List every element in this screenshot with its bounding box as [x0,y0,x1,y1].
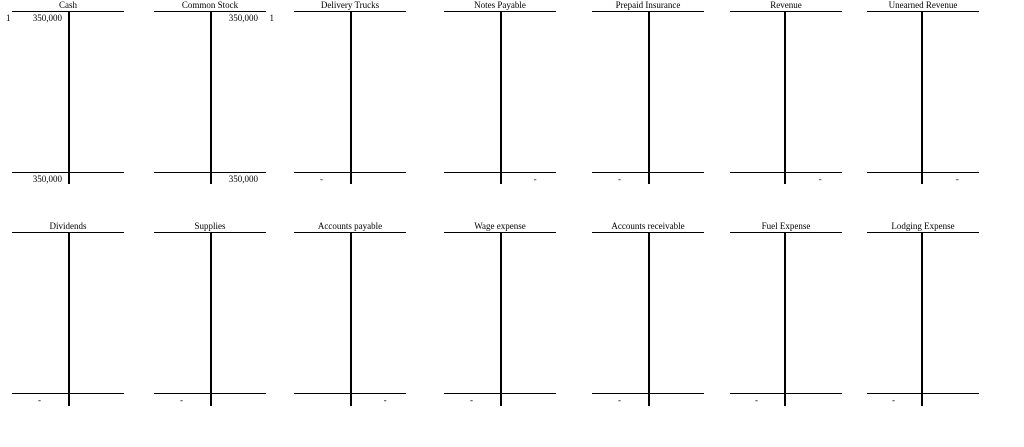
t-stem [500,11,502,184]
t-stem [784,11,786,184]
account-title: Dividends [49,221,87,231]
total-rule [154,393,266,394]
account-title: Cash [59,0,77,10]
t-account-cash [6,0,124,193]
credit-balance: - [383,395,387,405]
t-stem [68,232,70,406]
t-account-revenue [730,0,842,193]
total-rule [444,172,556,173]
total-rule [592,393,704,394]
account-title: Unearned Revenue [888,0,958,10]
t-account-common-stock [154,0,274,193]
total-rule [444,393,556,394]
total-rule [294,172,406,173]
credit-balance: - [818,174,822,184]
t-stem [784,232,786,406]
header-rule [730,11,842,12]
debit-balance: - [38,395,41,405]
t-stem [68,11,70,184]
posting-reference: 1 [6,13,11,23]
credit-balance: - [533,174,537,184]
account-title: Notes Payable [474,0,526,10]
t-stem [350,232,352,406]
total-rule [730,172,842,173]
header-rule [730,232,842,233]
debit-balance: - [892,395,895,405]
t-account-fuel-expense [730,221,842,415]
t-account-notes-payable [444,0,556,193]
debit-balance: - [320,174,323,184]
credit-entry: 350,000 [228,13,258,23]
t-stem [210,11,212,184]
account-title: Delivery Trucks [320,0,380,10]
t-account-lodging-expense [867,221,979,415]
t-stem [648,232,650,406]
posting-reference: 1 [269,13,274,23]
account-title: Lodging Expense [891,221,955,231]
credit-balance: - [955,174,959,184]
t-stem [500,232,502,406]
t-account-accounts-receivable [592,221,704,415]
account-title: Common Stock [181,0,239,10]
debit-balance: 350,000 [32,174,62,184]
total-rule [12,393,124,394]
header-rule [867,11,979,12]
t-stem [350,11,352,184]
debit-balance: - [618,174,621,184]
account-title: Prepaid Insurance [615,0,681,10]
t-account-dividends [12,221,124,415]
total-rule [154,172,266,173]
t-account-accounts-payable [294,221,406,415]
account-title: Accounts receivable [611,221,685,231]
t-stem [648,11,650,184]
t-stem [921,11,923,184]
t-account-delivery-trucks [294,0,406,193]
credit-balance: 350,000 [228,174,258,184]
account-title: Fuel Expense [761,221,811,231]
total-rule [730,393,842,394]
total-rule [12,172,124,173]
debit-balance: - [470,395,473,405]
account-title: Wage expense [474,221,526,231]
debit-balance: - [755,395,758,405]
debit-entry: 350,000 [32,13,62,23]
account-title: Accounts payable [317,221,383,231]
total-rule [592,172,704,173]
t-account-supplies [154,221,266,415]
account-title: Revenue [770,0,802,10]
total-rule [867,172,979,173]
total-rule [294,393,406,394]
t-account-wage-expense [444,221,556,415]
debit-balance: - [618,395,621,405]
t-account-unearned-revenue [867,0,979,193]
account-title: Supplies [194,221,226,231]
header-rule [867,232,979,233]
t-account-prepaid-insurance [592,0,704,193]
total-rule [867,393,979,394]
debit-balance: - [180,395,183,405]
t-stem [921,232,923,406]
t-stem [210,232,212,406]
